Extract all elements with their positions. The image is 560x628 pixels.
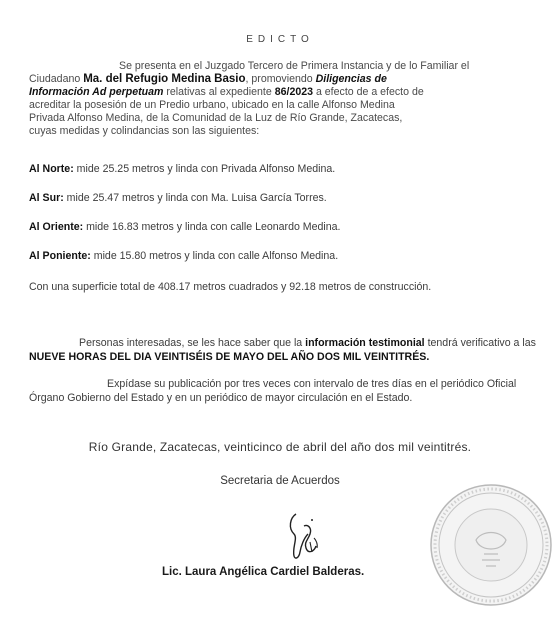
boundary-label: Al Poniente: [29, 250, 91, 262]
intro-line: Privada Alfonso Medina, de la Comunidad de la Luz de Río Grande, Zacatecas, [29, 112, 403, 124]
document-title: EDICTO [246, 34, 314, 45]
intro-line: Se presenta en el Juzgado Tercero de Primera Instancia y de lo Familiar el [119, 60, 470, 72]
intro-line: acreditar la posesión de un Predio urbano, ubicado en la calle Alfonso Medina [29, 99, 395, 111]
notice-text: tendrá verificativo a las [424, 337, 536, 349]
publication-paragraph [29, 378, 545, 405]
intro-line: cuyas medidas y colindancias son las siguientes: [29, 125, 260, 137]
proceeding-type-cont: Información Ad perpetuam [29, 86, 164, 98]
boundary-text: mide 25.25 metros y linda con Privada Alfonso Medina. [73, 163, 336, 175]
surface-paragraph: Con una superficie total de 408.17 metros cuadrados y 92.18 metros de construcción. [29, 281, 432, 293]
intro-paragraph [29, 60, 537, 138]
intro-line [29, 73, 537, 86]
place-date: Río Grande, Zacatecas, veinticinco de abril del año dos mil veintitrés. [88, 440, 472, 454]
hearing-datetime: NUEVE HORAS DEL DIA VEINTISÉIS DE MAYO DEL AÑO DOS MIL VEINTITRÉS. [29, 351, 430, 363]
intro-line [29, 86, 537, 99]
boundary-label: Al Oriente: [29, 221, 84, 233]
intro-text: a efecto de a efecto de [313, 86, 424, 98]
notice-emphasis: información testimonial [305, 337, 425, 349]
boundary-label: Al Norte: [29, 163, 74, 175]
boundary-north [29, 163, 539, 175]
publication-text: Expídase su publicación por tres veces con intervalo de tres días en el periódico Oficial Órgano Gobierno del Estado y en un periódico de mayor circulación en el Estado. [29, 378, 517, 404]
signer-name: Lic. Laura Angélica Cardiel Balderas. [162, 566, 365, 578]
boundary-text: mide 16.83 metros y linda con calle Leonardo Medina. [83, 221, 341, 233]
official-seal [426, 480, 556, 610]
boundary-label: Al Sur: [29, 192, 64, 204]
applicant-name: Ma. del Refugio Medina Basio [83, 73, 246, 85]
boundary-east [29, 221, 539, 233]
intro-text: , promoviendo [245, 73, 316, 85]
case-number: 86/2023 [274, 86, 314, 98]
boundary-text: mide 25.47 metros y linda con Ma. Luisa García Torres. [63, 192, 327, 204]
hearing-notice-paragraph [29, 336, 544, 364]
boundary-west [29, 250, 539, 262]
intro-text: relativas al expediente [163, 86, 275, 98]
office-title: Secretaria de Acuerdos [220, 475, 340, 487]
boundary-text: mide 15.80 metros y linda con calle Alfonso Medina. [90, 250, 339, 262]
handwritten-signature [284, 508, 324, 566]
proceeding-type: Diligencias de [315, 73, 387, 85]
boundary-south [29, 192, 539, 204]
intro-text: Ciudadano [29, 73, 84, 85]
notice-text: Personas interesadas, se les hace saber que la [79, 337, 306, 349]
